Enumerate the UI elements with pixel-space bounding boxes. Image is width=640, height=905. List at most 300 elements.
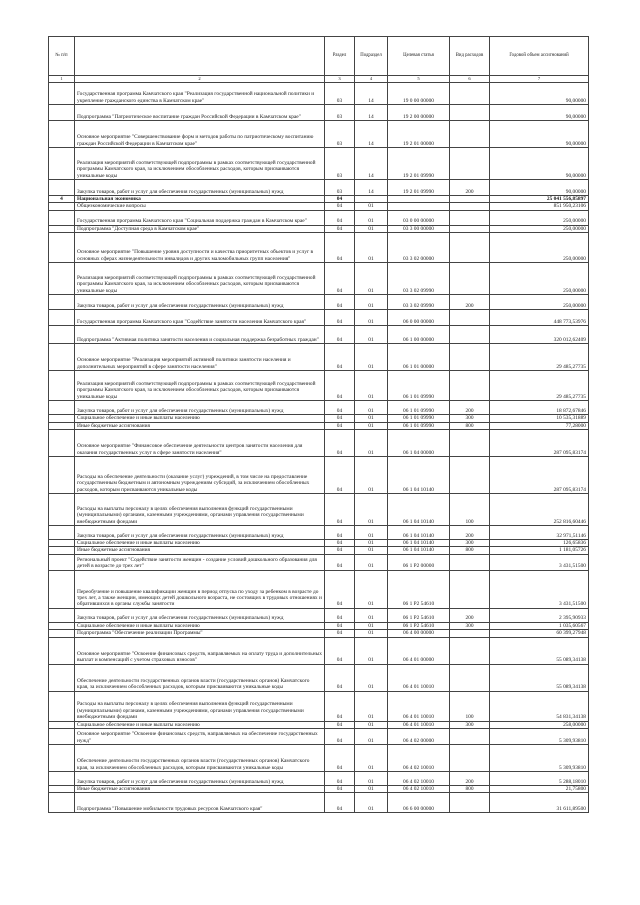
row-razdel: 04	[325, 622, 355, 629]
row-target-article: 19 2 01 09990	[388, 180, 450, 196]
row-name: Общеэкономические вопросы	[75, 203, 325, 210]
row-number	[49, 344, 75, 371]
row-razdel: 04	[325, 721, 355, 728]
row-podrazdel: 01	[355, 263, 388, 295]
row-number	[49, 637, 75, 664]
table-row	[49, 310, 589, 326]
row-expense-type	[450, 310, 490, 326]
row-sum: 126,65836	[490, 540, 589, 547]
row-podrazdel: 01	[355, 401, 388, 415]
row-expense-type	[450, 233, 490, 263]
row-razdel: 04	[325, 210, 355, 225]
table-row	[49, 225, 589, 232]
table-row	[49, 745, 589, 772]
row-name: Подпрограмма "Активная политика занятости населения и социальная поддержка безработных граждан"	[75, 326, 325, 344]
row-razdel: 04	[325, 729, 355, 745]
row-razdel: 03	[325, 83, 355, 105]
row-number	[49, 210, 75, 225]
row-razdel: 04	[325, 430, 355, 457]
table-row	[49, 494, 589, 526]
row-number	[49, 203, 75, 210]
row-razdel: 03	[325, 180, 355, 196]
row-razdel: 04	[325, 540, 355, 547]
row-podrazdel: 01	[355, 457, 388, 494]
table-row	[49, 772, 589, 786]
row-expense-type: 300	[450, 622, 490, 629]
row-razdel: 04	[325, 422, 355, 429]
row-target-article: 06 1 04 10140	[388, 540, 450, 547]
row-expense-type: 100	[450, 691, 490, 721]
row-sum: 90,00000	[490, 148, 589, 180]
column-number: 7	[490, 76, 589, 83]
row-number	[49, 430, 75, 457]
row-name: Социальное обеспечение и иные выплаты населению	[75, 622, 325, 629]
row-podrazdel: 01	[355, 691, 388, 721]
row-sum: 250,00000	[490, 233, 589, 263]
row-name: Закупка товаров, работ и услуг для обеспечения государственных (муниципальных) нужд	[75, 608, 325, 622]
row-number	[49, 371, 75, 401]
row-target-article: 06 4 02 10010	[388, 772, 450, 786]
row-number	[49, 721, 75, 728]
table-row	[49, 691, 589, 721]
row-podrazdel: 14	[355, 105, 388, 121]
table-row	[49, 326, 589, 344]
row-podrazdel: 01	[355, 415, 388, 422]
row-name: Основное мероприятие "Совершенствование форм и методов работы по патриотическому воспитанию граждан Российской Федерации в Камчатском крае"	[75, 121, 325, 148]
row-target-article: 06 4 01 10010	[388, 691, 450, 721]
row-sum: 3 431,51500	[490, 554, 589, 570]
row-name: Переобучение и повышение квалификации женщин в период отпуска по уходу за ребенком в возрасте до трех лет, а также женщин, имеющих детей дошкольного возраста, не состоящих в трудовых отношениях и обратившихся в органы службы занятости	[75, 570, 325, 608]
table-row	[49, 105, 589, 121]
row-target-article: 19 2 01 09990	[388, 148, 450, 180]
row-razdel: 04	[325, 401, 355, 415]
row-sum: 258,00000	[490, 721, 589, 728]
row-expense-type: 800	[450, 422, 490, 429]
row-expense-type	[450, 344, 490, 371]
row-razdel: 04	[325, 203, 355, 210]
row-podrazdel: 01	[355, 772, 388, 786]
row-number	[49, 148, 75, 180]
row-expense-type	[450, 148, 490, 180]
row-number	[49, 793, 75, 813]
row-razdel: 04	[325, 371, 355, 401]
row-target-article: 06 1 04 00000	[388, 430, 450, 457]
row-podrazdel: 01	[355, 622, 388, 629]
row-name: Основное мероприятие "Освоение финансовых средств, направляемых на обеспечение государственных нужд"	[75, 729, 325, 745]
row-podrazdel: 01	[355, 225, 388, 232]
row-expense-type	[450, 664, 490, 691]
row-sum: 10 535,31889	[490, 415, 589, 422]
row-razdel: 04	[325, 494, 355, 526]
row-target-article: 06 0 00 00000	[388, 310, 450, 326]
row-sum: 5 309,93810	[490, 729, 589, 745]
row-number	[49, 310, 75, 326]
table-row	[49, 526, 589, 540]
row-expense-type	[450, 121, 490, 148]
row-target-article: 19 2 01 00000	[388, 121, 450, 148]
row-expense-type	[450, 196, 490, 203]
header-expense-type: Вид расходов	[450, 37, 490, 76]
header-razdel: Раздел	[325, 37, 355, 76]
row-number	[49, 547, 75, 554]
row-expense-type	[450, 637, 490, 664]
row-razdel: 04	[325, 326, 355, 344]
row-razdel: 04	[325, 772, 355, 786]
row-target-article: 06 1 01 09990	[388, 371, 450, 401]
row-name: Иные бюджетные ассигнования	[75, 547, 325, 554]
row-sum: 32 971,51146	[490, 526, 589, 540]
table-row	[49, 721, 589, 728]
row-expense-type: 300	[450, 721, 490, 728]
table-row	[49, 786, 589, 793]
row-razdel: 03	[325, 148, 355, 180]
row-podrazdel: 01	[355, 295, 388, 310]
row-target-article	[388, 196, 450, 203]
row-sum: 1 035,60567	[490, 622, 589, 629]
row-podrazdel: 01	[355, 664, 388, 691]
row-sum: 29 485,27735	[490, 344, 589, 371]
row-sum: 287 095,83174	[490, 430, 589, 457]
row-razdel: 04	[325, 225, 355, 232]
row-expense-type: 300	[450, 415, 490, 422]
row-target-article: 03 0 00 00000	[388, 210, 450, 225]
row-target-article: 06 4 02 10010	[388, 786, 450, 793]
row-podrazdel: 01	[355, 786, 388, 793]
column-number: 5	[388, 76, 450, 83]
row-expense-type: 200	[450, 772, 490, 786]
row-expense-type: 200	[450, 526, 490, 540]
row-target-article: 06 4 02 00000	[388, 729, 450, 745]
row-razdel: 04	[325, 793, 355, 813]
row-podrazdel: 01	[355, 547, 388, 554]
row-podrazdel: 01	[355, 745, 388, 772]
row-podrazdel: 01	[355, 608, 388, 622]
table-row	[49, 196, 589, 203]
row-target-article: 06 1 P2 00000	[388, 554, 450, 570]
row-razdel: 03	[325, 121, 355, 148]
column-number-row	[49, 76, 589, 83]
row-sum: 55 089,34138	[490, 637, 589, 664]
table-row	[49, 430, 589, 457]
row-razdel: 04	[325, 637, 355, 664]
row-expense-type	[450, 570, 490, 608]
row-razdel: 04	[325, 457, 355, 494]
row-expense-type	[450, 203, 490, 210]
row-podrazdel: 01	[355, 494, 388, 526]
row-name: Реализация мероприятий соответствующей подпрограммы в рамках соответствующей государственной программы Камчатского края, за исключением обособленных расходов, которым присваиваются уникальные коды	[75, 148, 325, 180]
row-sum: 851 950,23106	[490, 203, 589, 210]
row-name: Основное мероприятие "Финансовое обеспечение деятельности центров занятости населения для оказания государственных услуг в сфере занятости населения"	[75, 430, 325, 457]
row-sum: 90,00000	[490, 180, 589, 196]
row-target-article: 03 3 02 09990	[388, 295, 450, 310]
row-razdel: 04	[325, 547, 355, 554]
column-number: 1	[49, 76, 75, 83]
row-expense-type: 200	[450, 608, 490, 622]
row-number	[49, 729, 75, 745]
row-expense-type	[450, 745, 490, 772]
row-number	[49, 121, 75, 148]
table-row	[49, 415, 589, 422]
row-sum: 60 399,27948	[490, 630, 589, 637]
row-target-article: 03 3 02 09990	[388, 263, 450, 295]
budget-table	[48, 36, 589, 813]
table-row	[49, 729, 589, 745]
row-target-article: 06 1 01 09990	[388, 401, 450, 415]
row-name: Государственная программа Камчатского края "Реализация государственной национальной политики и укрепление гражданского единства в Камчатском крае"	[75, 83, 325, 105]
row-razdel: 04	[325, 233, 355, 263]
row-sum: 448 773,53976	[490, 310, 589, 326]
row-sum: 90,00000	[490, 121, 589, 148]
row-name: Закупка товаров, работ и услуг для обеспечения государственных (муниципальных) нужд	[75, 526, 325, 540]
row-podrazdel: 01	[355, 540, 388, 547]
table-row	[49, 210, 589, 225]
row-name: Расходы на выплаты персоналу в целях обеспечения выполнения функций государственными (муниципальными) органами, казенными учреждениями, органами управления государственными внебюджетными фондами	[75, 494, 325, 526]
table-row	[49, 371, 589, 401]
row-number	[49, 494, 75, 526]
row-name: Подпрограмма "Патриотическое воспитание граждан Российской Федерации в Камчатском крае"	[75, 105, 325, 121]
row-name: Национальная экономика	[75, 196, 325, 203]
row-number	[49, 233, 75, 263]
row-number	[49, 180, 75, 196]
row-podrazdel: 01	[355, 526, 388, 540]
row-sum: 77,28000	[490, 422, 589, 429]
row-expense-type	[450, 263, 490, 295]
row-podrazdel: 01	[355, 326, 388, 344]
table-row	[49, 121, 589, 148]
row-sum: 250,00000	[490, 210, 589, 225]
row-number	[49, 83, 75, 105]
row-sum: 287 095,83174	[490, 457, 589, 494]
row-expense-type: 800	[450, 786, 490, 793]
table-row	[49, 547, 589, 554]
row-name: Иные бюджетные ассигнования	[75, 786, 325, 793]
row-name: Региональный проект "Содействие занятости женщин - создание условий дошкольного образования для детей в возрасте до трех лет"	[75, 554, 325, 570]
row-name: Подпрограмма "Повышение мобильности трудовых ресурсов Камчатского края"	[75, 793, 325, 813]
row-podrazdel: 14	[355, 121, 388, 148]
row-sum: 250,00000	[490, 295, 589, 310]
row-name: Иные бюджетные ассигнования	[75, 422, 325, 429]
table-row	[49, 148, 589, 180]
row-name: Социальное обеспечение и иные выплаты населению	[75, 721, 325, 728]
row-name: Реализация мероприятий соответствующей подпрограммы в рамках соответствующей государственной программы Камчатского края, за исключением обособленных расходов, которым присваиваются уникальные коды	[75, 371, 325, 401]
row-number	[49, 295, 75, 310]
row-target-article: 06 1 04 10140	[388, 457, 450, 494]
row-number	[49, 415, 75, 422]
row-name: Основное мероприятие "Повышение уровня доступности и качества приоритетных объектов и услуг в основных сферах жизнедеятельности инвалидов и других маломобильных групп населения"	[75, 233, 325, 263]
row-sum: 21,75800	[490, 786, 589, 793]
column-number: 2	[75, 76, 325, 83]
row-target-article: 06 1 01 09990	[388, 415, 450, 422]
row-name: Обеспечение деятельности государственных органов власти (государственных органов) Камчатского края, за исключением обособленных расходов, которым присваиваются уникальные коды	[75, 664, 325, 691]
row-sum: 90,00000	[490, 105, 589, 121]
row-name: Закупка товаров, работ и услуг для обеспечения государственных (муниципальных) нужд	[75, 295, 325, 310]
row-number	[49, 401, 75, 415]
row-podrazdel: 01	[355, 422, 388, 429]
row-sum: 54 831,34138	[490, 691, 589, 721]
row-number	[49, 691, 75, 721]
row-number	[49, 422, 75, 429]
row-razdel: 04	[325, 295, 355, 310]
row-podrazdel: 01	[355, 637, 388, 664]
row-number	[49, 745, 75, 772]
row-razdel: 03	[325, 105, 355, 121]
row-target-article: 06 4 01 00000	[388, 637, 450, 664]
row-target-article: 03 3 00 00000	[388, 225, 450, 232]
row-number	[49, 608, 75, 622]
row-number	[49, 570, 75, 608]
row-sum: 1 181,05726	[490, 547, 589, 554]
row-number: 4	[49, 196, 75, 203]
row-expense-type: 100	[450, 494, 490, 526]
row-name: Основное мероприятие "Освоение финансовых средств, направляемых на оплату труда и дополнительных выплат и компенсаций с учетом страховых взносов"	[75, 637, 325, 664]
row-podrazdel: 01	[355, 233, 388, 263]
table-row	[49, 422, 589, 429]
row-razdel: 04	[325, 415, 355, 422]
row-expense-type	[450, 793, 490, 813]
row-expense-type	[450, 554, 490, 570]
table-row	[49, 295, 589, 310]
row-number	[49, 786, 75, 793]
row-expense-type: 800	[450, 547, 490, 554]
row-podrazdel: 01	[355, 793, 388, 813]
row-number	[49, 105, 75, 121]
row-razdel: 04	[325, 630, 355, 637]
row-name: Расходы на выплаты персоналу в целях обеспечения выполнения функций государственными (муниципальными) органами, казенными учреждениями, органами управления государственными внебюджетными фондами	[75, 691, 325, 721]
row-podrazdel: 01	[355, 630, 388, 637]
table-row	[49, 630, 589, 637]
row-sum: 5 309,93810	[490, 745, 589, 772]
table-body	[49, 83, 589, 813]
header-name	[75, 37, 325, 76]
row-name: Реализация мероприятий соответствующей подпрограммы в рамках соответствующей государственной программы Камчатского края, за исключением обособленных расходов, которым присваиваются уникальные коды	[75, 263, 325, 295]
row-expense-type	[450, 83, 490, 105]
row-razdel: 04	[325, 196, 355, 203]
row-target-article: 06 1 00 00000	[388, 326, 450, 344]
row-target-article: 03 3 02 00000	[388, 233, 450, 263]
row-target-article: 06 4 02 10010	[388, 745, 450, 772]
row-target-article: 19 2 00 00000	[388, 105, 450, 121]
column-number: 6	[450, 76, 490, 83]
row-expense-type	[450, 729, 490, 745]
table-row	[49, 180, 589, 196]
table-row	[49, 203, 589, 210]
row-number	[49, 263, 75, 295]
row-sum: 252 816,60446	[490, 494, 589, 526]
row-target-article: 06 4 00 00000	[388, 630, 450, 637]
table-row	[49, 83, 589, 105]
row-target-article: 06 1 04 10140	[388, 547, 450, 554]
row-razdel: 04	[325, 554, 355, 570]
row-podrazdel: 01	[355, 721, 388, 728]
row-target-article: 06 1 P2 54610	[388, 622, 450, 629]
row-number	[49, 622, 75, 629]
row-sum: 25 041 556,85897	[490, 196, 589, 203]
row-expense-type: 200	[450, 401, 490, 415]
row-expense-type	[450, 430, 490, 457]
table-row	[49, 793, 589, 813]
row-razdel: 04	[325, 570, 355, 608]
row-number	[49, 326, 75, 344]
row-sum: 3 431,51500	[490, 570, 589, 608]
column-number: 3	[325, 76, 355, 83]
row-name: Основное мероприятие "Реализация мероприятий активной политики занятости населения и дополнительных мероприятий в сфере занятости населения"	[75, 344, 325, 371]
row-expense-type	[450, 630, 490, 637]
row-name: Социальное обеспечение и иные выплаты населению	[75, 415, 325, 422]
row-number	[49, 664, 75, 691]
row-razdel: 04	[325, 786, 355, 793]
row-name: Закупка товаров, работ и услуг для обеспечения государственных (муниципальных) нужд	[75, 772, 325, 786]
row-sum: 250,00000	[490, 263, 589, 295]
row-podrazdel: 14	[355, 180, 388, 196]
row-number	[49, 540, 75, 547]
row-sum: 31 611,89500	[490, 793, 589, 813]
table-row	[49, 637, 589, 664]
row-podrazdel: 01	[355, 729, 388, 745]
row-name: Подпрограмма "Обеспечение реализации Программы"	[75, 630, 325, 637]
row-sum: 2 395,90933	[490, 608, 589, 622]
row-target-article: 06 1 01 00000	[388, 344, 450, 371]
row-sum: 29 485,27735	[490, 371, 589, 401]
row-podrazdel: 01	[355, 210, 388, 225]
row-target-article: 06 4 01 10010	[388, 664, 450, 691]
table-row	[49, 401, 589, 415]
table-row	[49, 570, 589, 608]
row-name: Социальное обеспечение и иные выплаты населению	[75, 540, 325, 547]
table-row	[49, 233, 589, 263]
table-row	[49, 540, 589, 547]
row-podrazdel: 01	[355, 430, 388, 457]
column-number: 4	[355, 76, 388, 83]
table-row	[49, 263, 589, 295]
row-razdel: 04	[325, 691, 355, 721]
header-podrazdel: Подраздел	[355, 37, 388, 76]
row-expense-type	[450, 105, 490, 121]
row-podrazdel: 14	[355, 83, 388, 105]
row-target-article	[388, 203, 450, 210]
table-row	[49, 608, 589, 622]
row-name: Обеспечение деятельности государственных органов власти (государственных органов) Камчатского края, за исключением обособленных расходов, которым присваиваются уникальные коды	[75, 745, 325, 772]
row-expense-type	[450, 210, 490, 225]
row-number	[49, 225, 75, 232]
row-razdel: 04	[325, 263, 355, 295]
row-expense-type	[450, 225, 490, 232]
row-target-article: 06 6 00 00000	[388, 793, 450, 813]
row-podrazdel: 01	[355, 371, 388, 401]
row-name: Закупка товаров, работ и услуг для обеспечения государственных (муниципальных) нужд	[75, 401, 325, 415]
row-razdel: 04	[325, 344, 355, 371]
row-podrazdel	[355, 196, 388, 203]
row-name: Расходы на обеспечение деятельности (оказание услуг) учреждений, в том числе на предоставление государственным бюджетным и автономным учреждениям субсидий, за исключением обособленных расходов, которым присваиваются уникальные коды	[75, 457, 325, 494]
row-target-article: 06 1 01 09990	[388, 422, 450, 429]
row-name: Государственная программа Камчатского края "Содействие занятости населения Камчатского края"	[75, 310, 325, 326]
row-razdel: 04	[325, 310, 355, 326]
row-podrazdel: 01	[355, 310, 388, 326]
row-podrazdel: 01	[355, 570, 388, 608]
row-sum: 55 089,34138	[490, 664, 589, 691]
table-row	[49, 457, 589, 494]
row-number	[49, 630, 75, 637]
row-razdel: 04	[325, 745, 355, 772]
row-sum: 250,00000	[490, 225, 589, 232]
row-expense-type: 200	[450, 295, 490, 310]
row-target-article: 06 1 04 10140	[388, 494, 450, 526]
row-expense-type	[450, 371, 490, 401]
header-annual-sum: Годовой объем ассигнований	[490, 37, 589, 76]
row-target-article: 06 1 04 10140	[388, 526, 450, 540]
row-expense-type	[450, 326, 490, 344]
row-razdel: 04	[325, 608, 355, 622]
row-target-article: 06 1 P2 54610	[388, 570, 450, 608]
